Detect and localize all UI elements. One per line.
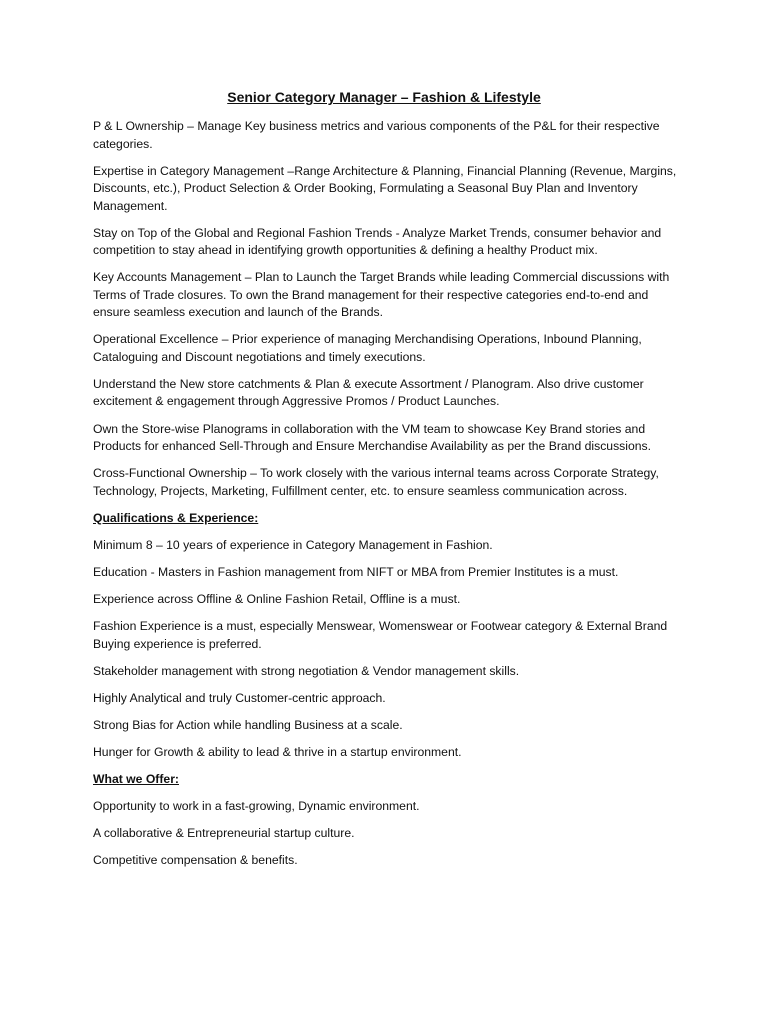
offer-item: A collaborative & Entrepreneurial startup culture.: [93, 826, 355, 841]
qualification-item: Fashion Experience is a must, especially Menswear, Womenswear or Footwear category & External Brand Buying experience is preferred.: [93, 619, 668, 651]
offer-item: Opportunity to work in a fast-growing, Dynamic environment.: [93, 799, 420, 814]
qualifications-heading: Qualifications & Experience:: [93, 510, 259, 525]
responsibility-item: Stay on Top of the Global and Regional Fashion Trends - Analyze Market Trends, consumer behavior and competition to stay ahead in identifying growth opportunities & defining a healthy Product mix.: [93, 225, 662, 258]
offer-item: Competitive compensation & benefits.: [93, 853, 298, 868]
responsibility-item: Expertise in Category Management –Range Architecture & Planning, Financial Planning (Revenue, Margins, Discounts, etc.), Product Selection & Order Booking, Formulating a Seasonal Buy Plan and Inventory Management.: [93, 163, 677, 213]
qualification-item: Hunger for Growth & ability to lead & thrive in a startup environment.: [93, 745, 462, 759]
qualification-item: Stakeholder management with strong negotiation & Vendor management skills.: [93, 663, 520, 678]
qualification-item: Strong Bias for Action while handling Business at a scale.: [93, 717, 403, 732]
responsibility-item: Operational Excellence – Prior experience of managing Merchandising Operations, Inbound Planning, Cataloguing and Discount negotiations and timely executions.: [93, 332, 642, 364]
qualification-item: Experience across Offline & Online Fashion Retail, Offline is a must.: [93, 592, 461, 607]
responsibility-item: Own the Store-wise Planograms in collaboration with the VM team to showcase Key Brand stories and Products for enhanced Sell-Through and Ensure Merchandise Availability as per the Brand discussions.: [93, 421, 652, 454]
responsibility-item: P & L Ownership – Manage Key business metrics and various components of the P&L for their respective categories.: [93, 119, 660, 151]
qualification-item: Highly Analytical and truly Customer-centric approach.: [93, 690, 386, 705]
qualification-item: Minimum 8 – 10 years of experience in Category Management in Fashion.: [93, 537, 493, 552]
responsibility-item: Cross-Functional Ownership – To work closely with the various internal teams across Corporate Strategy, Technology, Projects, Marketing, Fulfillment center, etc. to ensure seamless communication across.: [93, 466, 659, 498]
responsibility-item: Key Accounts Management – Plan to Launch the Target Brands while leading Commercial discussions with Terms of Trade closures. To own the Brand management for their respective categories end-to-end and ensure seamless execution and launch of the Brands.: [93, 270, 670, 320]
page-title: Senior Category Manager – Fashion & Lifestyle: [227, 89, 541, 105]
responsibility-item: Understand the New store catchments & Plan & execute Assortment / Planogram. Also drive customer excitement & engagement through Aggressive Promos / Product Launches.: [93, 376, 644, 409]
offer-heading: What we Offer:: [93, 772, 179, 787]
qualification-item: Education - Masters in Fashion management from NIFT or MBA from Premier Institutes is a must.: [93, 564, 619, 579]
